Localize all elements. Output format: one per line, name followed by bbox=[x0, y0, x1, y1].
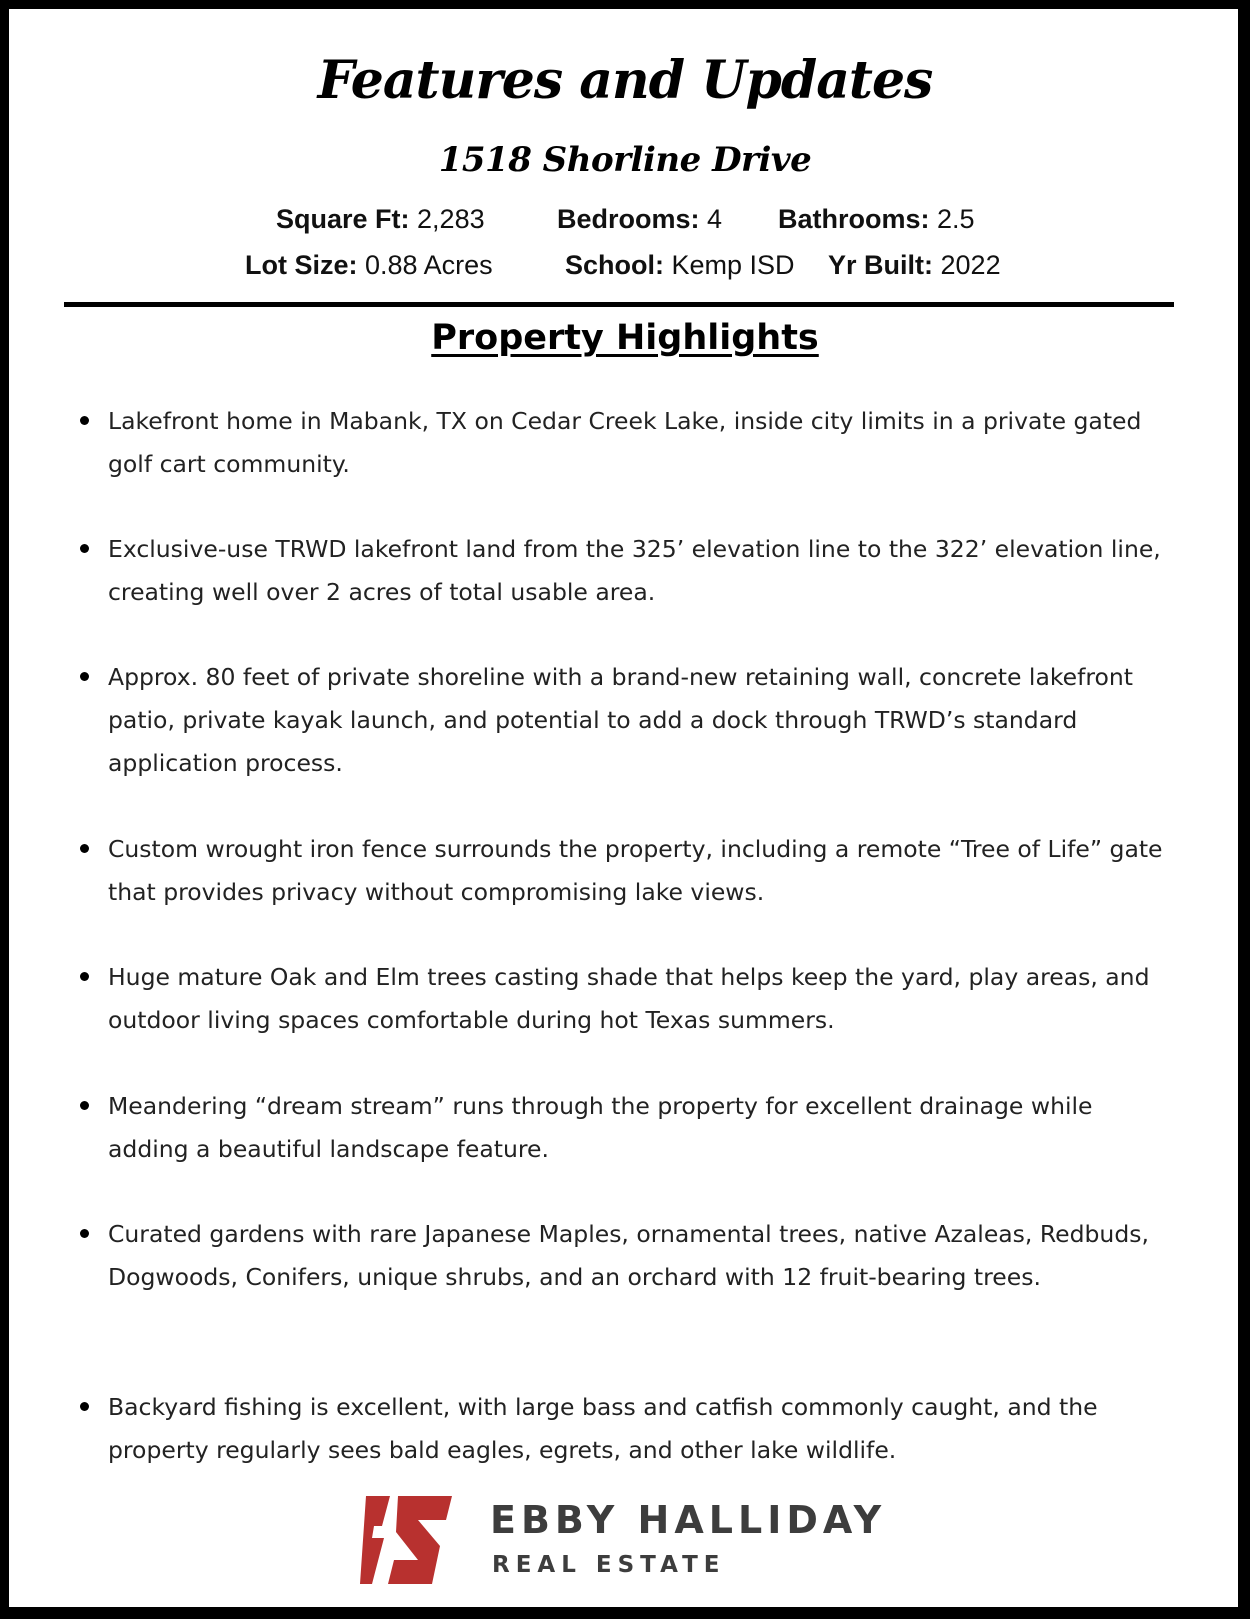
bullet-icon bbox=[80, 1229, 89, 1238]
stat-yr-built-label: Yr Built: bbox=[828, 250, 933, 280]
highlight-text: Approx. 80 feet of private shoreline with a brand-new retaining wall, concrete lakefront patio, private kayak launch, and potential to add a dock through TRWD’s standard application process. bbox=[108, 663, 1133, 777]
stat-bathrooms-label: Bathrooms: bbox=[778, 204, 930, 234]
bullet-icon bbox=[80, 844, 89, 853]
stat-bedrooms bbox=[557, 204, 722, 235]
section-divider bbox=[64, 302, 1174, 307]
stat-lot-size-value: 0.88 Acres bbox=[365, 250, 493, 280]
highlight-text: Lakefront home in Mabank, TX on Cedar Creek Lake, inside city limits in a private gated golf cart community. bbox=[108, 407, 1142, 478]
ebby-halliday-logo bbox=[360, 1492, 900, 1588]
bullet-icon bbox=[80, 672, 89, 681]
stat-school-value: Kemp ISD bbox=[671, 250, 795, 280]
stat-yr-built bbox=[828, 250, 1001, 281]
stat-square-ft-label: Square Ft: bbox=[276, 204, 410, 234]
bullet-icon bbox=[80, 544, 89, 553]
bullet-icon bbox=[80, 1101, 89, 1110]
stat-yr-built-value: 2022 bbox=[940, 250, 1001, 280]
highlight-item bbox=[108, 1213, 1168, 1299]
stat-bedrooms-label: Bedrooms: bbox=[557, 204, 700, 234]
highlight-item bbox=[108, 956, 1168, 1042]
highlight-text: Exclusive-use TRWD lakefront land from the 325’ elevation line to the 322’ elevation line, creating well over 2 acres of total usable area. bbox=[108, 535, 1161, 606]
stat-bathrooms-value: 2.5 bbox=[937, 204, 975, 234]
bullet-icon bbox=[80, 1402, 89, 1411]
stat-bedrooms-value: 4 bbox=[707, 204, 723, 234]
highlight-text: Huge mature Oak and Elm trees casting shade that helps keep the yard, play areas, and outdoor living spaces comfortable during hot Texas summers. bbox=[108, 963, 1150, 1034]
highlight-item bbox=[108, 828, 1168, 914]
logo-mark-icon bbox=[360, 1492, 460, 1588]
stat-bathrooms bbox=[778, 204, 975, 235]
highlight-item bbox=[108, 656, 1168, 785]
stat-square-ft-value: 2,283 bbox=[417, 204, 485, 234]
highlights-heading: Property Highlights bbox=[431, 318, 819, 358]
logo-subtitle: REAL ESTATE bbox=[492, 1552, 726, 1578]
stat-square-ft bbox=[276, 204, 485, 235]
bullet-icon bbox=[80, 972, 89, 981]
stat-lot-size-label: Lot Size: bbox=[245, 250, 358, 280]
highlight-item bbox=[108, 1085, 1168, 1171]
highlight-item bbox=[108, 400, 1168, 486]
stat-school bbox=[565, 250, 795, 281]
highlight-text: Meandering “dream stream” runs through the property for excellent drainage while adding a beautiful landscape feature. bbox=[108, 1092, 1093, 1163]
bullet-icon bbox=[80, 416, 89, 425]
highlight-text: Curated gardens with rare Japanese Maples, ornamental trees, native Azaleas, Redbuds, Dogwoods, Conifers, unique shrubs, and an orchard with 12 fruit-bearing trees. bbox=[108, 1220, 1149, 1291]
property-address: 1518 Shorline Drive bbox=[438, 140, 812, 180]
stat-school-label: School: bbox=[565, 250, 664, 280]
highlight-text: Custom wrought iron fence surrounds the property, including a remote “Tree of Life” gate that provides privacy without compromising lake views. bbox=[108, 835, 1163, 906]
highlight-item bbox=[108, 528, 1168, 614]
stat-lot-size bbox=[245, 250, 493, 281]
highlight-item bbox=[108, 1386, 1168, 1472]
page-title: Features and Updates bbox=[317, 50, 933, 111]
logo-name: EBBY HALLIDAY bbox=[490, 1498, 887, 1542]
highlight-text: Backyard fishing is excellent, with large bass and catfish commonly caught, and the property regularly sees bald eagles, egrets, and other lake wildlife. bbox=[108, 1393, 1098, 1464]
